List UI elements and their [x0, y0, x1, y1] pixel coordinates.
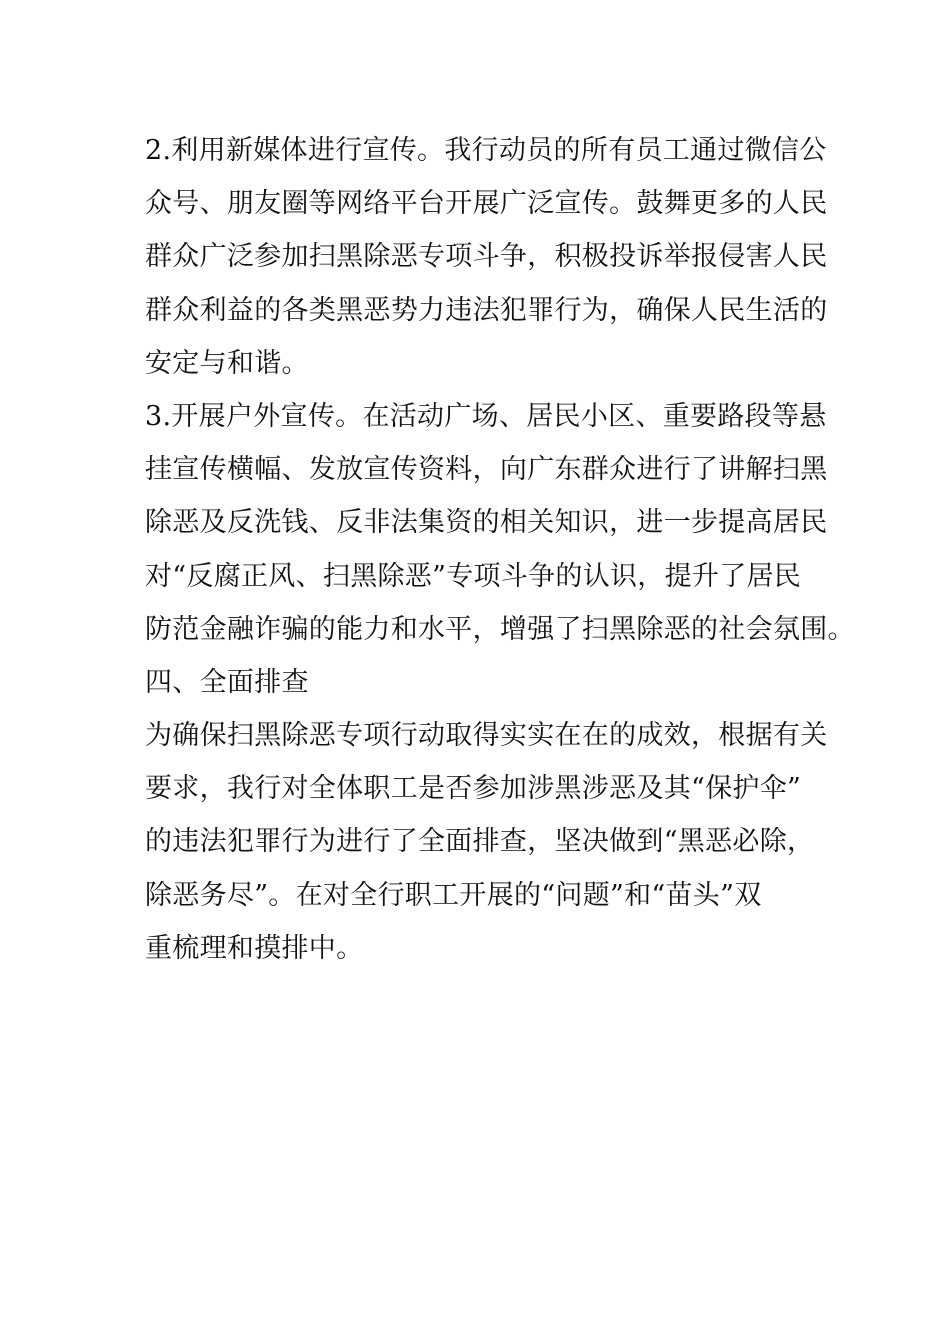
paragraph-3-line-2: 挂宣传横幅、发放宣传资料，向广东群众进行了讲解扫黑 [145, 454, 828, 486]
paragraph-4-line-4: 除恶务尽”。在对全行职工开展的“问题”和“苗头”双 [145, 879, 762, 911]
paragraph-4-line-2: 要求，我行对全体职工是否参加涉黑涉恶及其“保护伞” [145, 773, 802, 805]
paragraph-2-line-2: 众号、朋友圈等网络平台开展广泛宣传。鼓舞更多的人民 [145, 188, 828, 220]
section-heading: 四、全面排查 [145, 666, 309, 698]
paragraph-3-line-4: 对“反腐正风、扫黑除恶”专项斗争的认识，提升了居民 [145, 560, 802, 592]
paragraph-3-line-3: 除恶及反洗钱、反非法集资的相关知识，进一步提高居民 [145, 507, 828, 539]
paragraph-4-line-5: 重梳理和摸排中。 [145, 932, 364, 964]
paragraph-3-line-1: 3.开展户外宣传。在活动广场、居民小区、重要路段等悬 [145, 400, 827, 432]
paragraph-2-line-5: 安定与和谐。 [145, 347, 309, 379]
paragraph-4-line-1: 为确保扫黑除恶专项行动取得实实在在的成效，根据有关 [145, 720, 828, 752]
paragraph-2-line-1: 2.利用新媒体进行宣传。我行动员的所有员工通过微信公 [145, 135, 827, 166]
paragraph-2-line-4: 群众利益的各类黑恶势力违法犯罪行为，确保人民生活的 [145, 294, 828, 326]
paragraph-2-line-3: 群众广泛参加扫黑除恶专项斗争，积极投诉举报侵害人民 [145, 241, 828, 273]
paragraph-3-line-5: 防范金融诈骗的能力和水平，增强了扫黑除恶的社会氛围。 [145, 613, 855, 645]
paragraph-4-line-3: 的违法犯罪行为进行了全面排查，坚决做到“黑恶必除， [145, 826, 815, 858]
document-body [145, 124, 855, 975]
